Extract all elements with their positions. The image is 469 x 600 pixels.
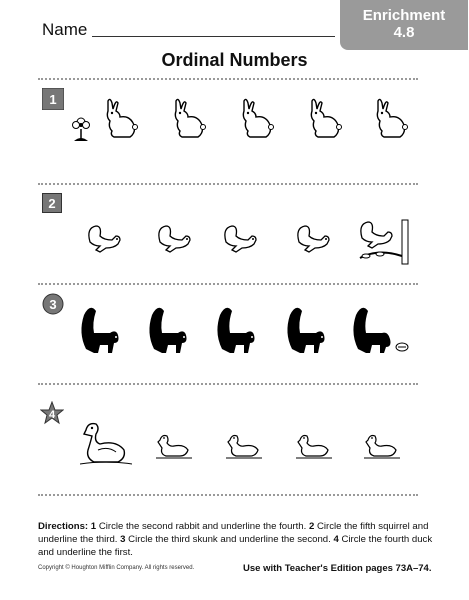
separator bbox=[38, 494, 418, 496]
flower-icon[interactable] bbox=[70, 115, 92, 143]
duck-icon[interactable] bbox=[364, 434, 400, 460]
enrichment-badge bbox=[340, 0, 468, 50]
direction-2: Circle the fifth squirrel and underline the third. bbox=[38, 521, 429, 545]
direction-number-2: 2 bbox=[308, 521, 315, 532]
problem-3-number bbox=[42, 293, 64, 320]
squirrel-icon[interactable] bbox=[295, 222, 335, 258]
svg-text:2: 2 bbox=[48, 196, 56, 211]
direction-4: Circle the fourth duck and underline the first. bbox=[38, 534, 433, 558]
direction-number-4: 4 bbox=[333, 534, 339, 545]
problem-4-number bbox=[40, 401, 64, 430]
badge-title: Enrichment bbox=[362, 7, 446, 24]
big-duck-icon[interactable] bbox=[80, 420, 132, 466]
star-number-badge bbox=[40, 401, 64, 425]
circle-number-badge bbox=[42, 293, 64, 315]
skunk-icon[interactable] bbox=[144, 303, 190, 357]
direction-1: Circle the second rabbit and underline the fourth. bbox=[98, 521, 307, 532]
rabbit-icon[interactable] bbox=[304, 97, 344, 141]
direction-number-1: 1 bbox=[90, 521, 97, 532]
svg-text:3: 3 bbox=[49, 297, 57, 312]
name-label: Name bbox=[42, 20, 88, 39]
directions-label: Directions: bbox=[38, 521, 89, 532]
squirrel-icon[interactable] bbox=[86, 222, 126, 258]
squirrel-icon[interactable] bbox=[222, 222, 262, 258]
problem-2-number bbox=[42, 193, 62, 218]
teacher-edition-note: Use with Teacher's Edition pages 73A–74. bbox=[243, 563, 432, 574]
copyright-text: Copyright © Houghton Mifflin Company. All rights reserved. bbox=[38, 565, 195, 571]
rabbit-icon[interactable] bbox=[236, 97, 276, 141]
duck-icon[interactable] bbox=[296, 434, 332, 460]
rabbit-icon[interactable] bbox=[370, 97, 410, 141]
directions-text bbox=[38, 520, 434, 559]
squirrel-icon[interactable] bbox=[156, 222, 196, 258]
skunk-icon[interactable] bbox=[282, 303, 328, 357]
square-number-badge bbox=[42, 193, 62, 213]
separator bbox=[38, 383, 418, 385]
duck-icon[interactable] bbox=[156, 434, 192, 460]
separator bbox=[38, 78, 418, 80]
separator bbox=[38, 283, 418, 285]
problem-1-number bbox=[42, 88, 64, 115]
skunk-icon[interactable] bbox=[212, 303, 258, 357]
skunk-icon[interactable] bbox=[76, 303, 122, 357]
separator bbox=[38, 183, 418, 185]
triangle-number-badge bbox=[42, 88, 64, 110]
badge-number: 4.8 bbox=[393, 24, 415, 41]
skunk-with-food-icon[interactable] bbox=[348, 303, 412, 357]
rabbit-icon[interactable] bbox=[100, 97, 140, 141]
direction-3: Circle the third skunk and underline the second. bbox=[128, 534, 331, 545]
page-title: Ordinal Numbers bbox=[161, 50, 308, 70]
svg-text:1: 1 bbox=[49, 92, 57, 107]
svg-text:4: 4 bbox=[48, 409, 56, 421]
duck-icon[interactable] bbox=[226, 434, 262, 460]
rabbit-icon[interactable] bbox=[168, 97, 208, 141]
squirrel-on-tree-icon[interactable] bbox=[358, 218, 418, 268]
name-line[interactable] bbox=[92, 36, 335, 37]
direction-number-3: 3 bbox=[120, 534, 126, 545]
